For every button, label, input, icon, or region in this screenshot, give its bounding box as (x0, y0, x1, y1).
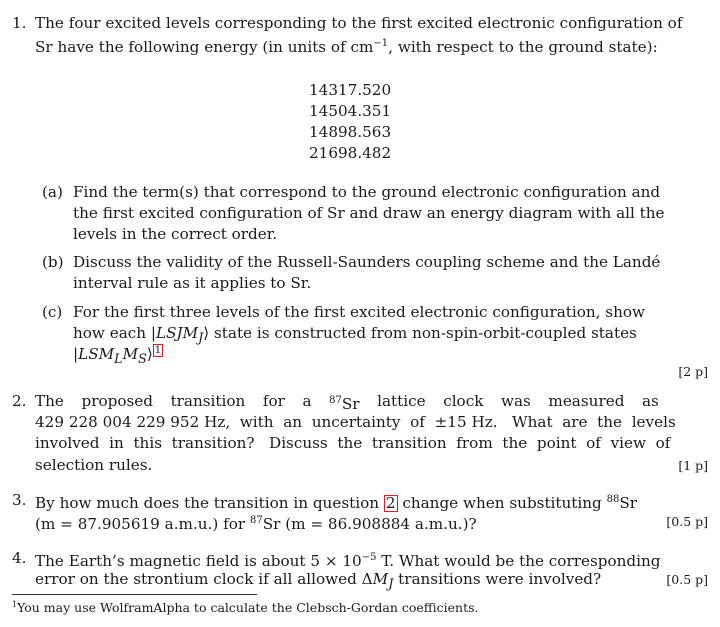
question-4-line-2: error on the strontium clock if all allowed $\Delta M_J$ transitions were involved? (35, 570, 602, 592)
question-2-line-3: involved in this transition? Discuss the transition from the point of view of (35, 434, 671, 452)
footnote-rule (12, 594, 257, 595)
question-1-number: 1. (12, 14, 27, 32)
isotope-sr-87: $^{87}$Sr (329, 395, 360, 414)
part-b-line-1: Discuss the validity of the Russell-Saunders coupling scheme and the Landé (73, 253, 661, 271)
energy-level-2: 14504.351 (309, 102, 392, 120)
part-c-line-2: how each $|LSJM_J⟩$ state is constructed from non-spin-orbit-coupled states (73, 324, 637, 346)
question-1-line-1: The four excited levels corresponding to the first excited electronic configuration of (35, 14, 683, 32)
part-c-line-1: For the first three levels of the first excited electronic configuration, show (73, 303, 646, 321)
question-1-points: [2 p] (678, 364, 708, 379)
part-a-line-3: levels in the correct order. (73, 225, 278, 243)
part-b-line-2: interval rule as it applies to Sr. (73, 274, 312, 292)
question-4-points: [0.5 p] (666, 572, 708, 587)
question-3-points: [0.5 p] (666, 514, 708, 529)
question-3-number: 3. (12, 491, 27, 509)
part-c-line-3: $|LSM_LM_S⟩$ 1 (73, 345, 162, 367)
footnote-link[interactable]: 1 (154, 345, 162, 356)
question-2-line-1: The proposed transition for a $^{87}$Sr lattice clock was measured as (35, 392, 659, 414)
part-a-label: (a) (42, 183, 63, 201)
question-2-line-4: selection rules. (35, 456, 153, 474)
footnote: $^1$You may use WolframAlpha to calculate the Clebsch-Gordan coefficients. (12, 600, 479, 616)
question-3-line-1: By how much does the transition in question 2 change when substituting $^{88}$Sr (35, 494, 638, 513)
energy-level-3: 14898.563 (309, 123, 392, 141)
energy-level-1: 14317.520 (309, 81, 392, 99)
part-c-label: (c) (42, 303, 63, 321)
question-4-line-1: The Earth’s magnetic field is about $5 \times 10^{-5}$ T. What would be the corresponding (35, 552, 661, 571)
part-a-line-2: the first excited configuration of Sr and draw an energy diagram with all the (73, 204, 665, 222)
energy-level-4: 21698.482 (309, 144, 392, 162)
question-2-points: [1 p] (678, 458, 708, 473)
question-2-number: 2. (12, 392, 27, 410)
question-1-line-2: Sr have the following energy (in units of $cm^{-1}$, with respect to the ground state): (35, 38, 658, 57)
question-2-reference-link[interactable]: 2 (385, 494, 396, 513)
question-4-number: 4. (12, 549, 27, 567)
question-3-line-2: (m = 87.905619 a.m.u.) for $^{87}$Sr (m = 86.908884 a.m.u.)? (35, 515, 477, 534)
part-a-line-1: Find the term(s) that correspond to the ground electronic configuration and (73, 183, 661, 201)
part-b-label: (b) (42, 253, 64, 271)
question-2-line-2: 429 228 004 229 952 Hz, with an uncertainty of ±15 Hz. What are the levels (35, 413, 676, 431)
